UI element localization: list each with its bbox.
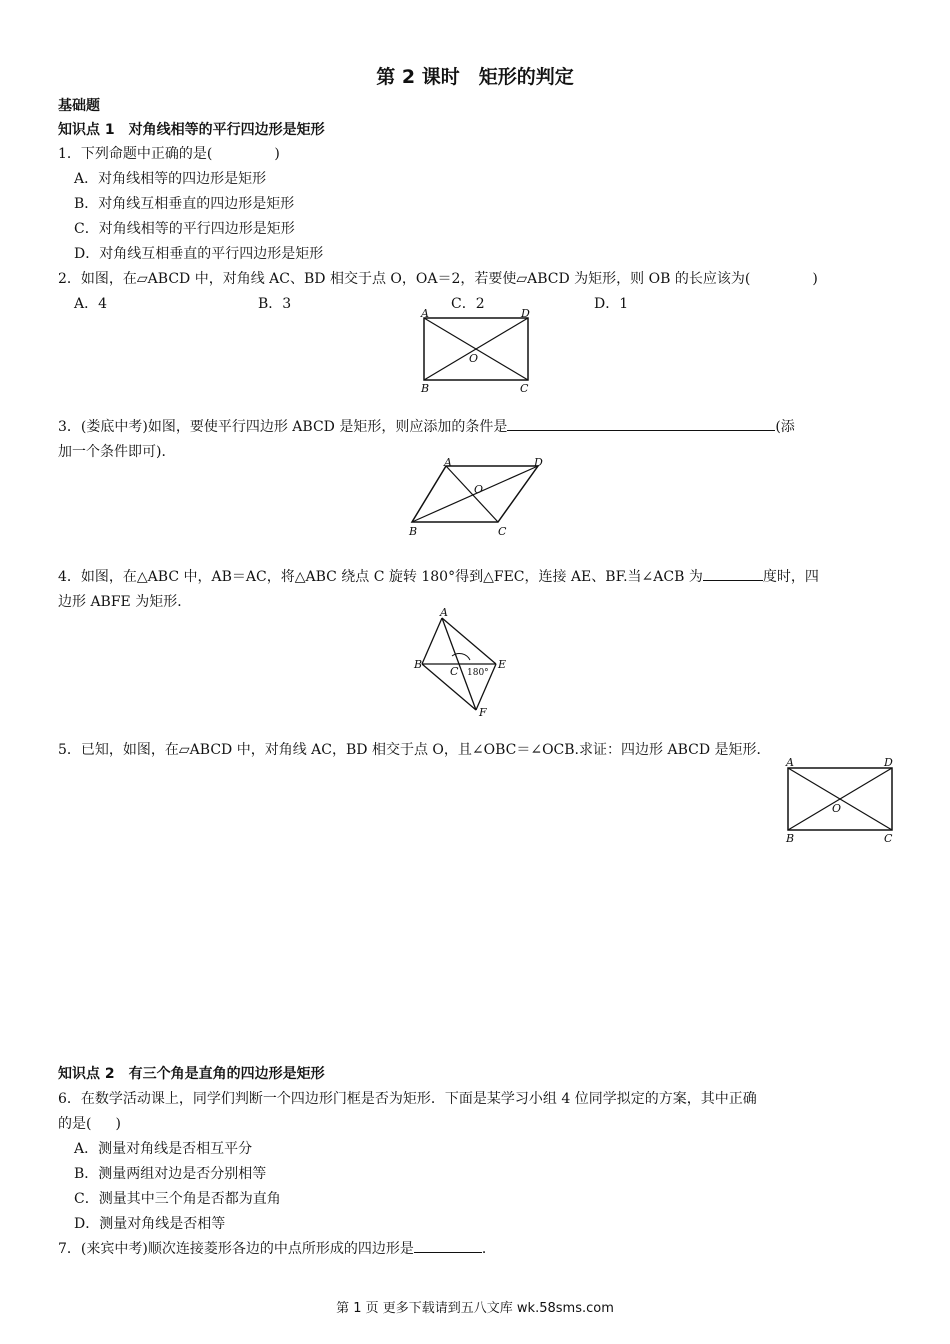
question-3-answer-blank[interactable] bbox=[507, 416, 775, 431]
label-b: B bbox=[414, 658, 423, 671]
label-c: C bbox=[884, 832, 893, 845]
basic-section-label: 基础题 bbox=[58, 98, 100, 114]
question-3-parallelogram-figure bbox=[404, 456, 554, 540]
question-2-close-paren: ) bbox=[812, 271, 818, 287]
question-2-stem bbox=[58, 268, 818, 288]
label-d: D bbox=[884, 756, 893, 769]
question-7-text: 7．(来宾中考)顺次连接菱形各边的中点所形成的四边形是 bbox=[58, 1241, 414, 1257]
question-7-answer-blank[interactable] bbox=[414, 1238, 482, 1253]
question-6-close-paren: ) bbox=[115, 1116, 121, 1132]
question-6-option-d: D．测量对角线是否相等 bbox=[74, 1216, 226, 1232]
label-c: C bbox=[520, 382, 529, 395]
question-2-option-b: B．3 bbox=[258, 296, 292, 312]
label-o: O bbox=[832, 802, 842, 815]
question-2-option-d: D．1 bbox=[594, 296, 629, 312]
label-a: A bbox=[440, 606, 448, 619]
label-d: D bbox=[521, 307, 530, 320]
question-1-option-a: A．对角线相等的四边形是矩形 bbox=[74, 171, 267, 187]
question-5-text: 5．已知，如图，在▱ABCD 中，对角线 AC，BD 相交于点 O，且∠OBC＝∠OCB.求证：四边形 ABCD 是矩形． bbox=[58, 742, 771, 758]
label-o: O bbox=[469, 352, 479, 365]
knowledge-point-2-heading: 知识点 2 有三个角是直角的四边形是矩形 bbox=[58, 1066, 325, 1082]
question-7-tail: ． bbox=[481, 1241, 496, 1257]
label-c: C bbox=[498, 525, 507, 538]
label-b: B bbox=[786, 832, 795, 845]
label-b: B bbox=[421, 382, 430, 395]
question-6-option-a: A．测量对角线是否相互平分 bbox=[74, 1141, 253, 1157]
question-1-text: 1．下列命题中正确的是( bbox=[58, 146, 213, 162]
question-3-text-tail: (添 bbox=[775, 419, 795, 435]
label-e: E bbox=[498, 658, 507, 671]
angle-label: 180° bbox=[467, 668, 489, 678]
knowledge-point-1-heading: 知识点 1 对角线相等的平行四边形是矩形 bbox=[58, 122, 325, 138]
question-6-line-2 bbox=[58, 1113, 121, 1133]
question-6-option-b: B．测量两组对边是否分别相等 bbox=[74, 1166, 267, 1182]
diagonal-ac bbox=[446, 466, 498, 522]
question-5-rectangle-figure bbox=[780, 754, 900, 846]
question-1-option-d: D．对角线互相垂直的平行四边形是矩形 bbox=[74, 246, 324, 262]
question-1-option-b: B．对角线互相垂直的四边形是矩形 bbox=[74, 196, 295, 212]
label-o: O bbox=[474, 483, 484, 496]
label-a: A bbox=[421, 307, 429, 320]
label-d: D bbox=[534, 456, 543, 469]
question-3-line-2: 加一个条件即可)． bbox=[58, 444, 176, 460]
question-1-option-c: C．对角线相等的平行四边形是矩形 bbox=[74, 221, 295, 237]
question-2-option-a: A．4 bbox=[74, 296, 108, 312]
question-4-text: 4．如图，在△ABC 中，AB＝AC，将△ABC 绕点 C 旋转 180°得到△FEC，连接 AE、BF.当∠ACB 为 bbox=[58, 569, 703, 585]
rotation-arc bbox=[452, 653, 470, 660]
question-4-answer-blank[interactable] bbox=[703, 566, 763, 581]
question-2-rectangle-figure bbox=[414, 306, 540, 396]
question-4-text-tail: 度时，四 bbox=[762, 569, 819, 585]
question-7 bbox=[58, 1238, 496, 1258]
question-4-line-2: 边形 ABFE 为矩形． bbox=[58, 594, 192, 610]
question-4-line-1 bbox=[58, 566, 819, 586]
segment-ab bbox=[422, 618, 442, 664]
page-footer: 第 1 页 更多下载请到五八文库 wk.58sms.com bbox=[336, 1301, 614, 1316]
question-2-option-c: C．2 bbox=[451, 296, 485, 312]
question-2-text: 2．如图，在▱ABCD 中，对角线 AC、BD 相交于点 O，OA＝2，若要使▱ABCD 为矩形，则 OB 的长应该为( bbox=[58, 271, 751, 287]
label-a: A bbox=[444, 456, 452, 469]
question-1-stem bbox=[58, 143, 280, 163]
page-title: 第 2 课时 矩形的判定 bbox=[376, 66, 574, 88]
label-f: F bbox=[479, 706, 487, 718]
question-4-rotation-figure bbox=[412, 606, 512, 718]
question-3-text: 3．(娄底中考)如图，要使平行四边形 ABCD 是矩形，则应添加的条件是 bbox=[58, 419, 508, 435]
question-3-line-1 bbox=[58, 416, 795, 436]
question-1-close-paren: ) bbox=[274, 146, 280, 162]
label-b: B bbox=[409, 525, 418, 538]
label-c: C bbox=[450, 665, 459, 678]
question-6-line-1: 6．在数学活动课上，同学们判断一个四边形门框是否为矩形．下面是某学习小组 4 位同学拟定的方案，其中正确 bbox=[58, 1091, 757, 1107]
question-6-text: 的是( bbox=[58, 1116, 92, 1132]
question-6-option-c: C．测量其中三个角是否都为直角 bbox=[74, 1191, 281, 1207]
label-a: A bbox=[786, 756, 794, 769]
